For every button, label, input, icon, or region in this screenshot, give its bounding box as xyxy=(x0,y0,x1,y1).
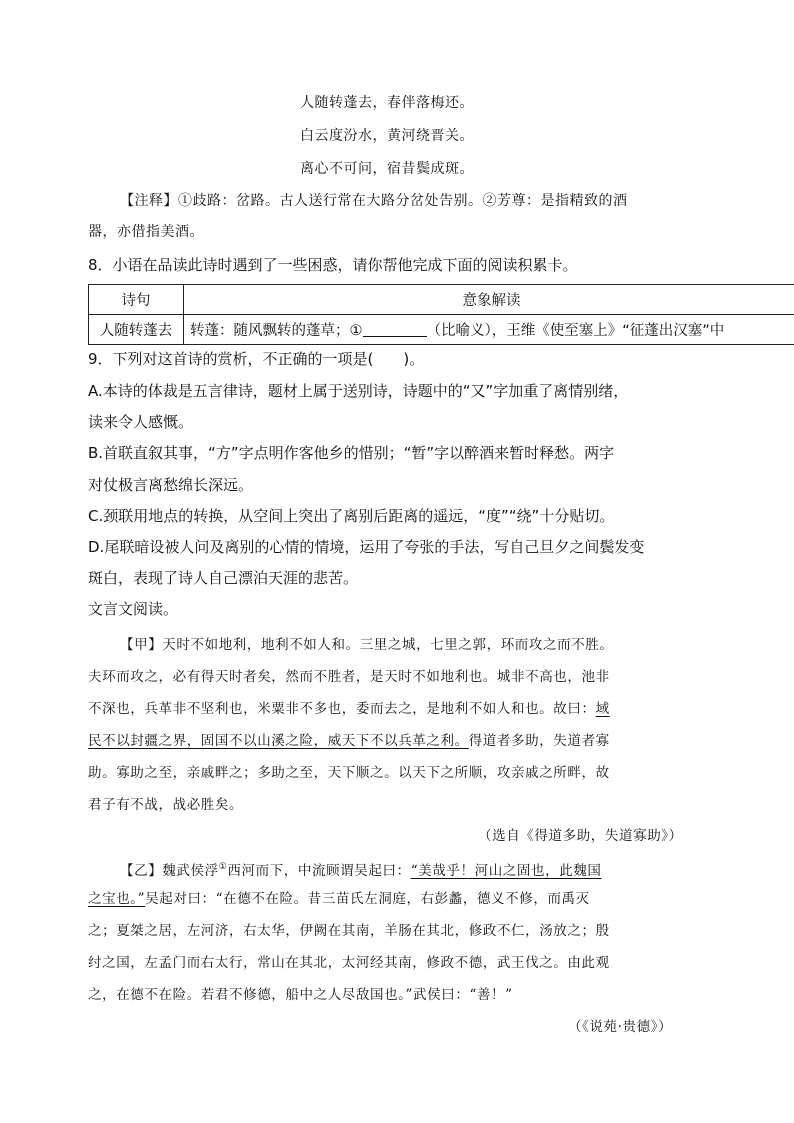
poem-line-2: 白云度汾水，黄河绕晋关。 xyxy=(300,128,474,144)
passage-yi-line-3: 之；夏桀之居，左河济，右太华，伊阙在其南，羊肠在其北，修政不仁，汤放之；殷 xyxy=(88,923,610,939)
passage-yi-line-1 xyxy=(120,857,602,881)
option-b-line-1: B.首联直叙其事，“方”字点明作客他乡的惜别；“暂”字以醉酒来暂时释愁。两字 xyxy=(88,444,615,462)
passage-jia-line-3-underlined: 域 xyxy=(595,701,610,717)
passage-yi-source: （《说苑·贵德》） xyxy=(568,1019,673,1035)
passage-jia-line-3 xyxy=(88,699,610,719)
option-d-line-1: D.尾联暗设被人问及离别的心情的情境，运用了夸张的手法，写自己旦夕之间鬓发变 xyxy=(88,538,645,556)
passage-jia-line-1: 【甲】天时不如地利，地利不如人和。三里之城，七里之郭，环而攻之而不胜。 xyxy=(120,637,614,653)
passage-jia-line-4-text: 得道者多助，失道者寡 xyxy=(468,733,610,749)
poem-line-1: 人随转蓬去，春伴落梅还。 xyxy=(300,95,474,111)
passage-jia-underlined-sentence: 民不以封疆之界，固国不以山溪之险，威天下不以兵革之利。 xyxy=(88,733,469,749)
passage-yi-underlined-quote: “美哉乎！河山之固也，此魏国 xyxy=(410,863,602,879)
passage-yi-line-4: 纣之国，左孟门而右太行，常山在其北，太河经其南，修政不德，武王伐之。由此观 xyxy=(88,955,610,971)
question-8-prompt: 8．小语在品读此诗时遇到了一些困惑，请你帮他完成下面的阅读积累卡。 xyxy=(88,256,578,274)
option-a-line-1: A.本诗的体裁是五言律诗，题材上属于送别诗，诗题中的“又”字加重了离情别绪， xyxy=(88,382,629,400)
passage-jia-line-4 xyxy=(88,731,610,751)
annotation-line-1: 【注释】①歧路：岔路。古人送行常在大路分岔处告别。②芳尊：是指精致的酒 xyxy=(120,193,628,209)
option-c-line-1: C.颈联用地点的转换，从空间上突出了离别后距离的遥远，“度”“绕”十分贴切。 xyxy=(88,507,615,525)
passage-jia-line-5: 助。寡助之至，亲戚畔之；多助之至，天下顺之。以天下之所顺，攻亲戚之所畔，故 xyxy=(88,765,610,781)
passage-jia-line-2: 夫环而攻之，必有得天时者矣，然而不胜者，是天时不如地利也。城非不高也，池非 xyxy=(88,669,610,685)
annotation-line-2: 器，亦借指美酒。 xyxy=(88,224,204,240)
table-cell-imagery xyxy=(184,315,794,345)
passage-yi-line-1-text-a: 【乙】魏武侯浮 xyxy=(120,863,219,879)
reading-card-table xyxy=(88,284,794,345)
imagery-text-b: （比喻义），王维《使至塞上》“征蓬出汉塞”中 xyxy=(426,323,725,339)
passage-jia-line-6: 君子有不战，战必胜矣。 xyxy=(88,797,244,813)
table-header-imagery: 意象解读 xyxy=(184,285,794,315)
passage-jia-line-3-text: 不深也，兵革非不坚利也，米粟非不多也，委而去之，是地利不如人和也。故曰： xyxy=(88,701,596,717)
passage-yi-line-1-text-b: 西河而下，中流顾谓吴起曰： xyxy=(227,863,411,879)
answer-blank[interactable] xyxy=(363,322,427,337)
poem-line-3: 离心不可问，宿昔鬓成斑。 xyxy=(300,161,474,177)
passage-yi-underlined-quote-end: 之宝也。” xyxy=(88,891,146,907)
table-row xyxy=(89,315,794,345)
table-header-poem-line: 诗句 xyxy=(89,285,184,315)
option-a-line-2: 读来令人感慨。 xyxy=(88,413,194,431)
passage-jia-source: （选自《得道多助，失道寡助》） xyxy=(478,828,683,844)
option-b-line-2: 对仗极言离愁绵长深远。 xyxy=(88,476,254,494)
question-9-prompt: 9．下列对这首诗的赏析，不正确的一项是( )。 xyxy=(88,350,425,368)
option-d-line-2: 斑白，表现了诗人自己漂泊天涯的悲苦。 xyxy=(88,569,359,587)
footnote-marker: ① xyxy=(218,862,228,872)
imagery-text-a: 转蓬：随风飘转的蓬草；① xyxy=(190,323,363,339)
table-cell-poem-line: 人随转蓬去 xyxy=(89,315,184,345)
section-title: 文言文阅读。 xyxy=(88,600,179,618)
passage-yi-line-2 xyxy=(88,889,590,909)
table-header-row xyxy=(89,285,794,315)
passage-yi-line-5: 之，在德不在险。若君不修德，船中之人尽敌国也。”武侯曰：“善！” xyxy=(88,987,513,1003)
passage-yi-line-2-text: 吴起对曰：“在德不在险。昔三苗氏左洞庭，右彭蠡，德义不修，而禹灭 xyxy=(145,891,590,907)
